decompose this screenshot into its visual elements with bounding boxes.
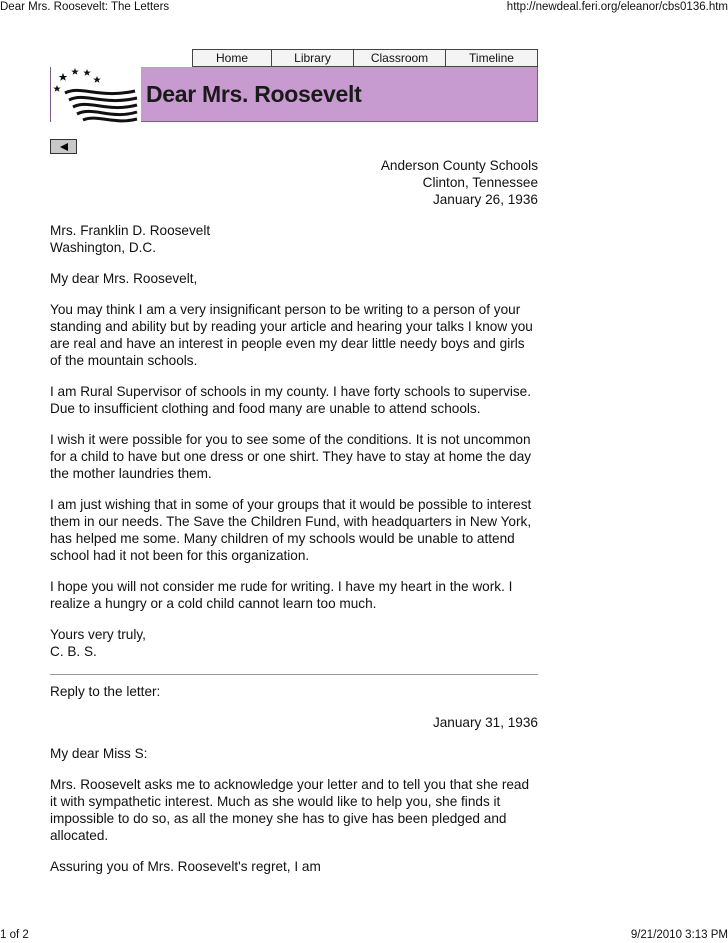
recipient-line: Washington, D.C. (50, 240, 157, 255)
nav-library-link[interactable]: Library (271, 50, 353, 66)
recipient-address (50, 222, 538, 256)
flag-stars-logo-icon (51, 65, 141, 123)
reply-paragraph: Mrs. Roosevelt asks me to acknowledge your letter and to tell you that she read it with sympathetic interest. Much as she would like to help you, she finds it impossible to do so, as all the money she has to give has been pledged and allocated. (50, 777, 530, 843)
reply-date: January 31, 1936 (432, 715, 538, 730)
print-title: Dear Mrs. Roosevelt: The Letters (0, 1, 170, 13)
letter-content (50, 157, 538, 889)
nav-home-link[interactable]: Home (193, 50, 271, 66)
print-header (0, 0, 728, 14)
print-datetime: 9/21/2010 3:13 PM (630, 929, 728, 941)
reply-heading: Reply to the letter: (50, 684, 161, 699)
section-divider (50, 674, 538, 675)
top-nav (192, 49, 538, 67)
sender-address (50, 157, 538, 208)
back-button[interactable] (50, 139, 77, 154)
letter-paragraph: I wish it were possible for you to see some of the conditions. It is not uncommon for a child to have but one dress or one shirt. They have to stay at home the day the mother laundries them. (50, 432, 532, 481)
nav-classroom-link[interactable]: Classroom (353, 50, 445, 66)
letter-paragraph: I hope you will not consider me rude for writing. I have my heart in the work. I realize a hungry or a cold child cannot learn too much. (50, 579, 513, 611)
print-url: http://newdeal.feri.org/eleanor/cbs0136.htm (506, 1, 728, 13)
print-footer (0, 927, 728, 943)
banner-title: Dear Mrs. Roosevelt (146, 81, 362, 107)
letter-signoff (50, 626, 538, 660)
letter-paragraph: I am Rural Supervisor of schools in my county. I have forty schools to supervise. Due to insufficient clothing and food many are unable to attend schools. (50, 384, 532, 416)
reply-salutation: My dear Miss S: (50, 746, 148, 761)
reply-paragraph: Assuring you of Mrs. Roosevelt's regret, I am (50, 859, 321, 874)
sender-line: Anderson County Schools (380, 158, 538, 173)
back-arrow-icon (60, 143, 68, 151)
site-banner (50, 67, 538, 122)
letter-salutation: My dear Mrs. Roosevelt, (50, 271, 198, 286)
sender-line: Clinton, Tennessee (422, 175, 538, 190)
letter-paragraph: You may think I am a very insignificant person to be writing to a person of your standing and ability but by reading your article and hearing your talks I know you are real and have an interest in people even my dear little needy boys and girls of the mountain schools. (50, 302, 533, 368)
page-count: 1 of 2 (0, 929, 29, 941)
letter-paragraph: I am just wishing that in some of your groups that it would be possible to interest them in our needs. The Save the Children Fund, with headquarters in New York, has helped me some. Many children of my schools would be unable to attend school had it not been for this organization. (50, 497, 532, 563)
nav-timeline-link[interactable]: Timeline (445, 50, 537, 66)
letter-signature: C. B. S. (50, 644, 97, 659)
recipient-line: Mrs. Franklin D. Roosevelt (50, 223, 211, 238)
letter-closing: Yours very truly, (50, 627, 146, 642)
letter-date: January 26, 1936 (432, 192, 538, 207)
